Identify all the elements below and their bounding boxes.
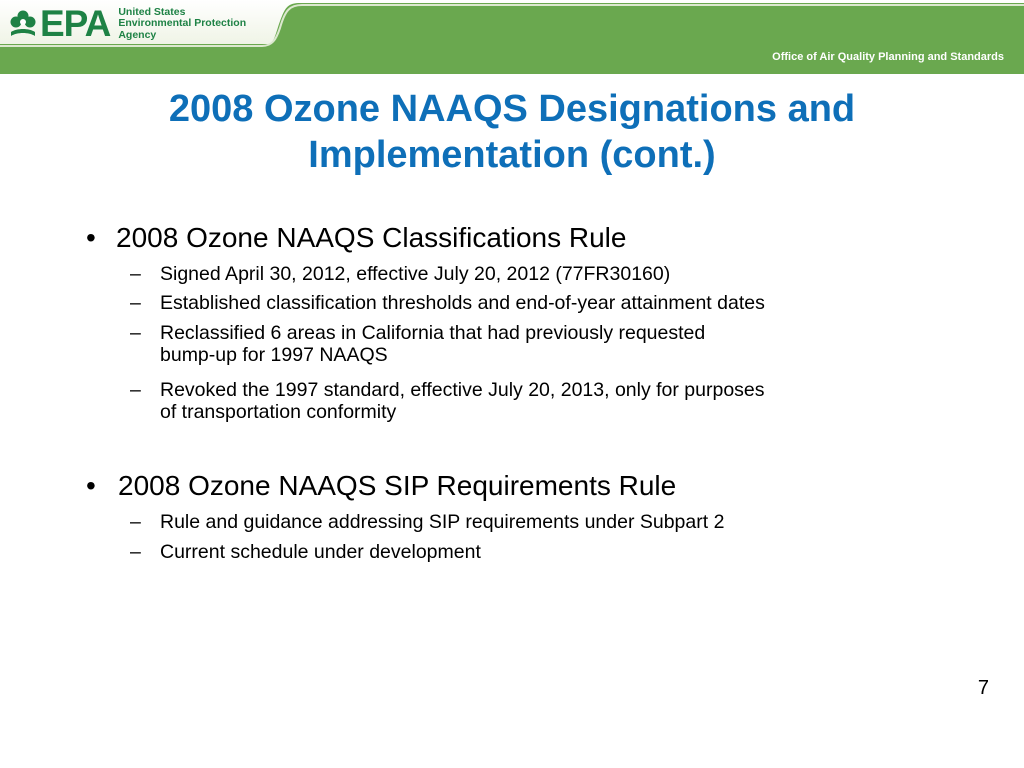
bullet-sip-requirements-rule [86,470,676,502]
sub-dash: – [130,541,141,563]
title-line-2: Implementation (cont.) [308,134,716,176]
sub-text: Rule and guidance addressing SIP requirements under Subpart 2 [160,511,725,533]
sub-bullet-schedule [130,541,481,563]
sub-bullet-reclassified [130,322,706,366]
bullet-classifications-rule [86,222,626,254]
sub-dash: – [130,292,141,314]
bullet-text: 2008 Ozone NAAQS Classifications Rule [116,222,627,253]
sub-bullet-revoked [130,379,765,423]
sub-text: Signed April 30, 2012, effective July 20, 2012 (77FR30160) [160,263,671,285]
bullet-dot: • [86,222,96,253]
sub-dash: – [130,379,141,401]
agency-line-2: Environmental Protection [118,17,247,30]
sub-dash: – [130,322,141,344]
title-line-1: 2008 Ozone NAAQS Designations and [168,88,856,130]
bullet-text: 2008 Ozone NAAQS SIP Requirements Rule [118,470,677,501]
sub-text-line-1: Reclassified 6 areas in California that had previously requested [160,322,706,344]
sub-dash: – [130,263,141,285]
page-number: 7 [977,677,989,699]
sub-text: Current schedule under development [160,541,481,563]
bullet-dot: • [86,470,96,501]
sub-bullet-rule-guidance [130,511,725,533]
epa-wordmark: EPA [40,3,111,44]
sub-text: Established classification thresholds and end-of-year attainment dates [160,292,765,314]
sub-text-line-2: bump-up for 1997 NAAQS [160,344,388,366]
sub-text-line-2: of transportation conformity [160,401,397,423]
sub-bullet-thresholds [130,292,765,314]
sub-text-line-1: Revoked the 1997 standard, effective July 20, 2013, only for purposes [160,379,765,401]
agency-line-3: Agency [118,28,157,41]
agency-line-1: United States [118,5,186,18]
sub-bullet-signed [130,263,671,285]
office-name: Office of Air Quality Planning and Standards [772,51,1004,63]
sub-dash: – [130,511,141,533]
